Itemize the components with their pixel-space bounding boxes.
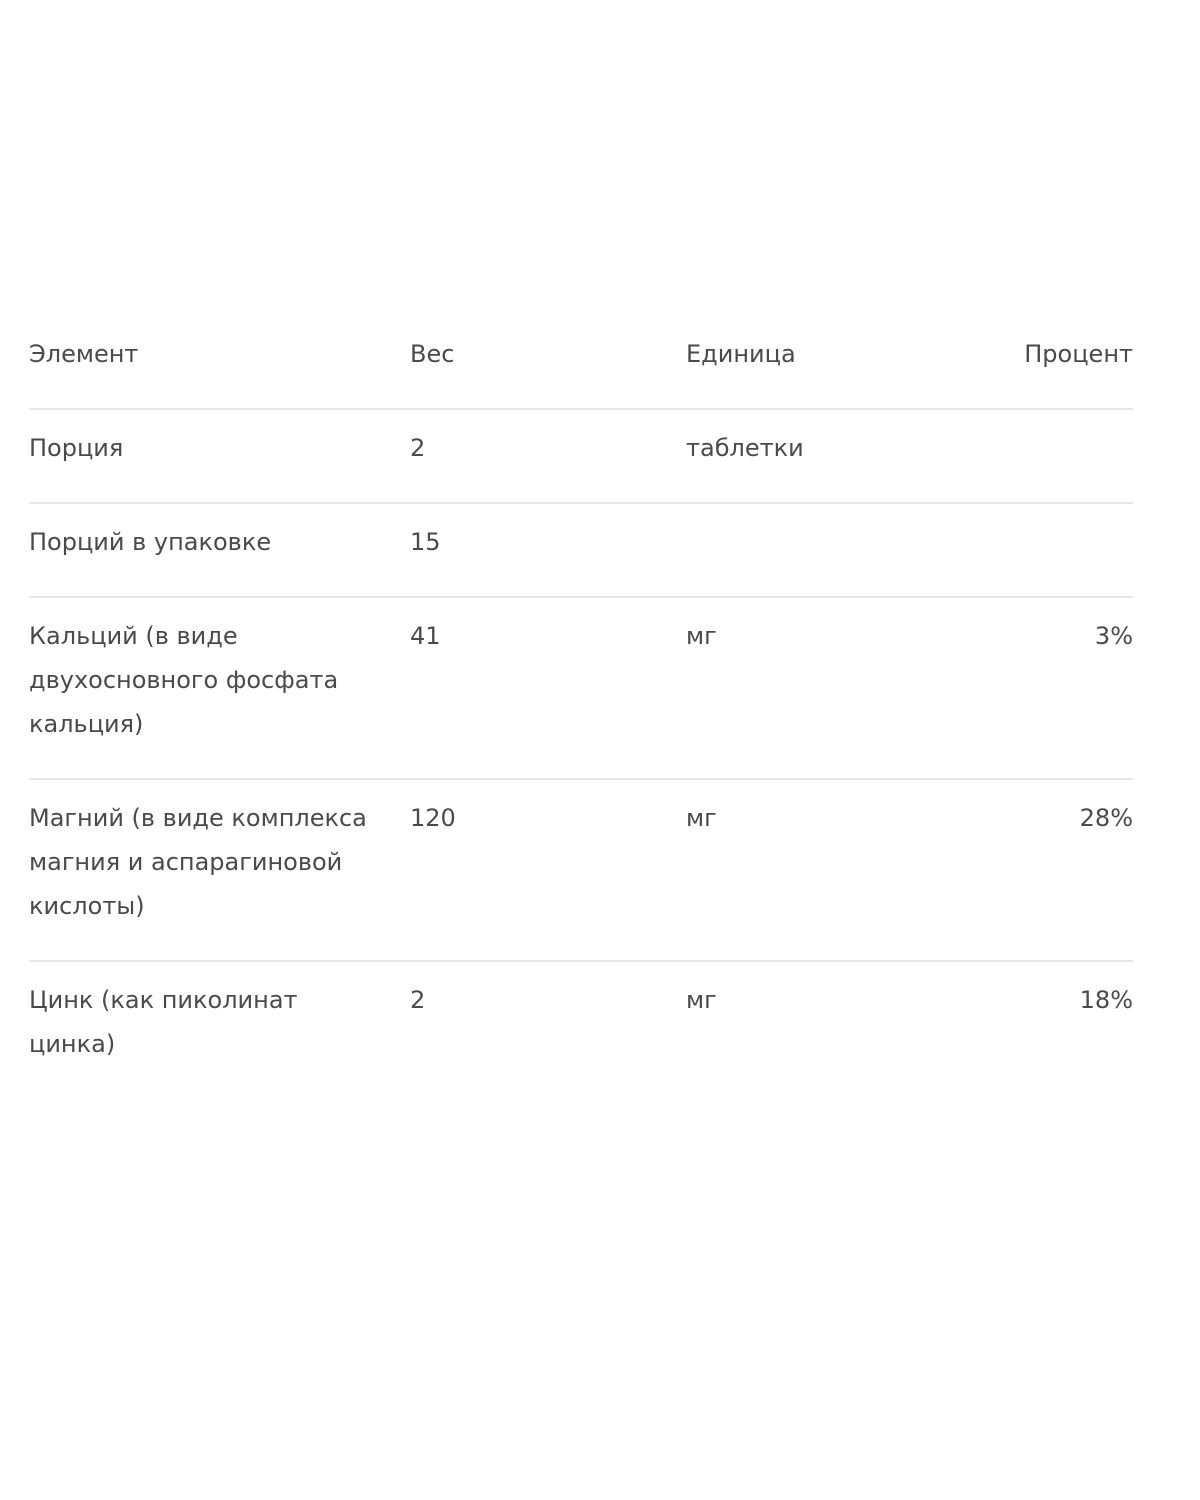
nutrition-table (29, 316, 1133, 1098)
cell-percent (986, 410, 1133, 458)
cell-percent: 18% (1079, 986, 1133, 1014)
header-element: Элемент (29, 340, 139, 368)
table-row (29, 962, 1133, 1098)
cell-weight: 15 (410, 528, 441, 556)
table-row (29, 598, 1133, 780)
cell-element: Порций в упаковке (29, 528, 272, 556)
cell-unit: мг (686, 986, 717, 1014)
table-row (29, 504, 1133, 598)
cell-element: Порция (29, 434, 124, 462)
cell-percent (986, 504, 1133, 552)
cell-unit: мг (686, 804, 717, 832)
table-row (29, 780, 1133, 962)
cell-unit: мг (686, 622, 717, 650)
cell-unit (686, 504, 986, 552)
cell-unit: таблетки (686, 434, 804, 462)
header-weight: Вес (410, 340, 455, 368)
cell-element: Кальций (в виде двухосновного фосфата кальция) (29, 622, 339, 738)
cell-weight: 41 (410, 622, 441, 650)
table-row (29, 410, 1133, 504)
cell-weight: 2 (410, 986, 426, 1014)
cell-element: Цинк (как пиколинат цинка) (29, 986, 298, 1058)
table-header-row (29, 316, 1133, 410)
cell-weight: 120 (410, 804, 456, 832)
cell-percent: 28% (1079, 804, 1133, 832)
cell-percent: 3% (1094, 622, 1133, 650)
header-percent: Процент (1024, 340, 1133, 368)
cell-element: Магний (в виде комплекса магния и аспарагиновой кислоты) (29, 804, 367, 920)
header-unit: Единица (686, 340, 796, 368)
cell-weight: 2 (410, 434, 426, 462)
